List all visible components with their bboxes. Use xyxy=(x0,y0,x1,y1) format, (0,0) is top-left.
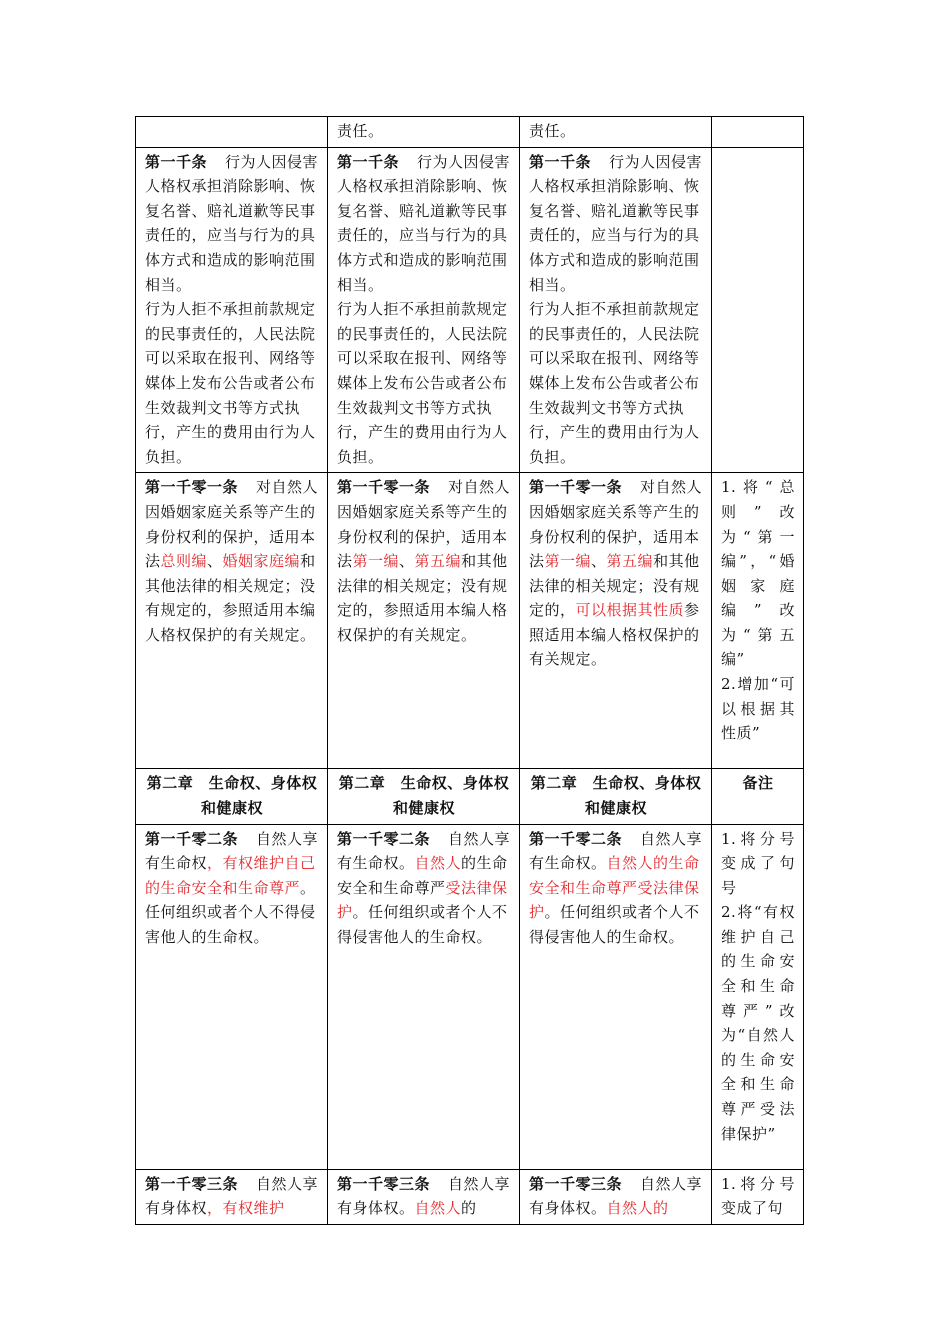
changed-text: ，有权维护自己的生命安全和生命尊严 xyxy=(145,854,316,897)
article-number: 第一千条 xyxy=(337,152,400,171)
cell-col1 xyxy=(136,147,328,473)
article-number: 第一千条 xyxy=(145,152,208,171)
cell-col1: 第一千零二条 自然人享有生命权，有权维护自己的生命安全和生命尊严。任何组织或者个人不得侵害他人的生命权。 xyxy=(136,824,328,1169)
article-number: 第一千条 xyxy=(529,152,592,171)
cell-col1: 第一千零一条 对自然人因婚姻家庭关系等产生的身份权利的保护，适用本法总则编、婚姻家庭编和其他法律的相关规定；没有规定的，参照适用本编人格权保护的有关规定。 xyxy=(136,473,328,769)
table-row xyxy=(136,473,804,769)
article-number: 第一千零二条 xyxy=(337,829,431,848)
article-text: 行为人拒不承担前款规定的民事责任的，人民法院可以采取在报刊、网络等媒体上发布公告或者公布生效裁判文书等方式执行，产生的费用由行为人负担。 xyxy=(337,300,508,466)
cell-col3 xyxy=(520,147,712,473)
article-number: 第一千零二条 xyxy=(145,829,239,848)
cell-note xyxy=(712,147,804,473)
cell-col2: 责任。 xyxy=(328,117,520,148)
article-text: 行为人拒不承担前款规定的民事责任的，人民法院可以采取在报刊、网络等媒体上发布公告或者公布生效裁判文书等方式执行，产生的费用由行为人负担。 xyxy=(145,300,316,466)
cell-col2: 第一千零一条 对自然人因婚姻家庭关系等产生的身份权利的保护，适用本法第一编、第五编和其他法律的相关规定；没有规定的，参照适用本编人格权保护的有关规定。 xyxy=(328,473,520,769)
changed-text: 自然人 xyxy=(414,1199,462,1218)
cell-col2: 第一千零三条 自然人享有身体权。自然人的 xyxy=(328,1169,520,1224)
chapter-header-row xyxy=(136,769,804,824)
changed-text: 第一编 xyxy=(544,552,592,571)
chapter-title: 第二章 生命权、身体权和健康权 xyxy=(136,769,328,824)
comparison-table xyxy=(135,116,804,1225)
cell-col1: 第一千零三条 自然人享有身体权，有权维护 xyxy=(136,1169,328,1224)
changed-text: 第五编 xyxy=(414,552,462,571)
changed-text: 自然人的 xyxy=(606,1199,669,1218)
chapter-title: 第二章 生命权、身体权和健康权 xyxy=(520,769,712,824)
changed-text: 可以根据其性质 xyxy=(575,601,685,620)
cell-col1 xyxy=(136,117,328,148)
table-row xyxy=(136,824,804,1169)
article-text: 行为人因侵害人格权承担消除影响、恢复名誉、赔礼道歉等民事责任的，应当与行为的具体方式和造成的影响范围相当。 xyxy=(145,152,319,294)
remark-header: 备注 xyxy=(712,769,804,824)
article-number: 第一千零二条 xyxy=(529,829,623,848)
cell-col3: 第一千零三条 自然人享有身体权。自然人的 xyxy=(520,1169,712,1224)
article-number: 第一千零一条 xyxy=(529,478,623,497)
cell-col3: 第一千零一条 对自然人因婚姻家庭关系等产生的身份权利的保护，适用本法第一编、第五编和其他法律的相关规定；没有规定的，可以根据其性质参照适用本编人格权保护的有关规定。 xyxy=(520,473,712,769)
changed-text: 自然人的生命安全和生命尊严受法律保护 xyxy=(529,854,700,922)
article-number: 第一千零一条 xyxy=(145,478,239,497)
changed-text: ，有权维护 xyxy=(207,1199,285,1218)
cell-note: 1.将“总则”改为“第一编”，“婚姻家庭编”改为“第五编” 2.增加“可以根据其性质” xyxy=(712,473,804,769)
table-row xyxy=(136,147,804,473)
cell-col3: 责任。 xyxy=(520,117,712,148)
article-text: 行为人因侵害人格权承担消除影响、恢复名誉、赔礼道歉等民事责任的，应当与行为的具体方式和造成的影响范围相当。 xyxy=(337,152,511,294)
changed-text: 婚姻家庭编 xyxy=(222,552,301,571)
changed-text: 受法律保护 xyxy=(337,878,508,922)
cell-col3: 第一千零二条 自然人享有生命权。自然人的生命安全和生命尊严受法律保护。任何组织或者个人不得侵害他人的生命权。 xyxy=(520,824,712,1169)
article-text: 行为人拒不承担前款规定的民事责任的，人民法院可以采取在报刊、网络等媒体上发布公告或者公布生效裁判文书等方式执行，产生的费用由行为人负担。 xyxy=(529,300,700,466)
cell-note: 1.将分号变成了句号 2.将“有权维护自己的生命安全和生命尊严”改为“自然人的生命安全和生命尊严受法律保护” xyxy=(712,824,804,1169)
cell-note: 1.将分号变成了句 xyxy=(712,1169,804,1224)
article-number: 第一千零三条 xyxy=(337,1174,431,1193)
changed-text: 总则编 xyxy=(160,552,208,571)
article-number: 第一千零三条 xyxy=(145,1174,239,1193)
table-row xyxy=(136,117,804,148)
cell-note xyxy=(712,117,804,148)
cell-col2 xyxy=(328,147,520,473)
cell-col2: 第一千零二条 自然人享有生命权。自然人的生命安全和生命尊严受法律保护。任何组织或者个人不得侵害他人的生命权。 xyxy=(328,824,520,1169)
article-text: 行为人因侵害人格权承担消除影响、恢复名誉、赔礼道歉等民事责任的，应当与行为的具体方式和造成的影响范围相当。 xyxy=(529,152,703,294)
article-number: 第一千零三条 xyxy=(529,1174,623,1193)
changed-text: 第五编 xyxy=(606,552,654,571)
chapter-title: 第二章 生命权、身体权和健康权 xyxy=(328,769,520,824)
table-row xyxy=(136,1169,804,1224)
article-number: 第一千零一条 xyxy=(337,478,431,497)
changed-text: 自然人 xyxy=(414,854,462,873)
changed-text: 第一编 xyxy=(352,552,400,571)
